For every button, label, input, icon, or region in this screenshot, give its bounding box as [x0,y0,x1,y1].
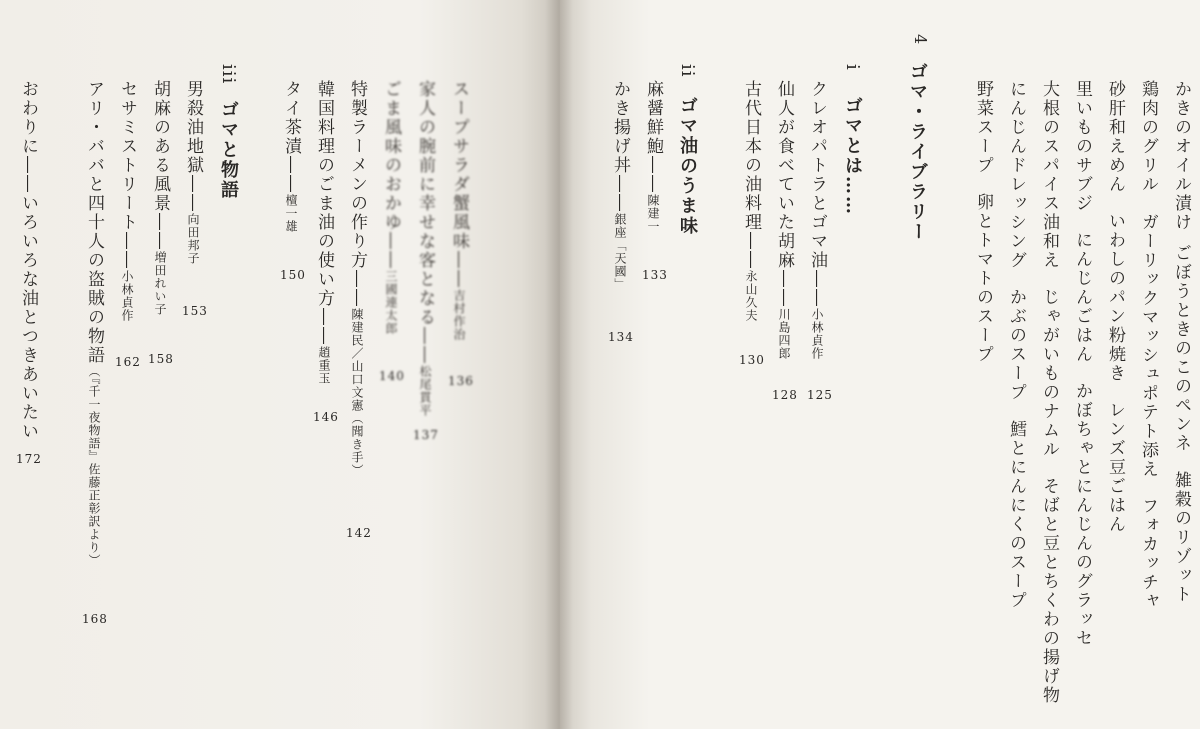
page-number-140: 140 [379,369,405,383]
page-number-134: 134 [608,330,634,344]
section-title-i: ゴマとは…… [842,96,863,216]
recipe-line-5: 大根のスパイス油和えじゃがいものナムルそばと豆とちくわの揚げ物 [1039,80,1059,705]
page-number-150: 150 [280,268,306,282]
recipe-line-7: 野菜スープ卵とトマトのスープ [973,80,993,364]
chapter-number: 4 [911,34,930,47]
toc-entry-ii-1: 麻醤鮮鮑――陳建一 [643,80,663,233]
toc-entry-closing: おわりに――いろいろな油とつきあいたい [18,80,38,441]
page-number-172: 172 [16,452,42,466]
recipe-line-6: にんじんドレッシングかぶのスープ鱈とにんにくのスープ [1006,80,1026,610]
book-gutter [545,0,573,729]
toc-entry-ii-2: かき揚げ丼――銀座「天國」 [610,80,630,291]
page-number-137: 137 [413,428,439,442]
page-number-146: 146 [313,410,339,424]
section-numeral-ii: ii [677,64,698,78]
toc-entry-ii-7: 韓国料理のごま油の使い方――趙重玉 [314,80,334,385]
section-numeral-i: i [842,64,863,71]
section-title-ii: ゴマ油のうま味 [677,96,698,236]
toc-entry-iii-1: 男殺油地獄――向田邦子 [183,80,203,265]
toc-entry-ii-6: 特製ラーメンの作り方――陳建民／山口文憲（聞き手） [347,80,367,477]
chapter-title: ゴマ・ライブラリー [907,62,928,242]
toc-entry-i-2: 仙人が食べていた胡麻――川島四郎 [774,80,794,360]
page-number-130: 130 [739,353,765,367]
toc-entry-ii-4: 家人の腕前に幸せな客となる――松尾貫平 [415,80,435,417]
page-number-136: 136 [448,374,474,388]
page-number-128: 128 [772,388,798,402]
page-number-133: 133 [642,268,668,282]
page-number-142: 142 [346,526,372,540]
recipe-line-2: 鶏肉のグリル ガーリックマッシュポテト添えフォカッチャ [1138,80,1158,611]
page-number-153: 153 [182,304,208,318]
toc-entry-ii-5: ごま風味のおかゆ――三國連太郎 [381,80,401,335]
page-number-168: 168 [82,612,108,626]
toc-entry-i-1: クレオパトラとゴマ油――小林貞作 [807,80,827,360]
page-number-125: 125 [807,388,833,402]
toc-entry-ii-8: タイ茶漬――檀一雄 [281,80,301,233]
page-number-162: 162 [115,355,141,369]
toc-entry-iii-2: 胡麻のある風景――増田れい子 [150,80,170,316]
recipe-line-1: かきのオイル漬けごぼうときのこのペンネ雑穀のリゾット [1171,80,1191,604]
toc-entry-iii-4: アリ・ババと四十人の盗賊の物語（『千一夜物語』佐藤正彰訳より） [84,80,104,567]
toc-entry-i-3: 古代日本の油料理――永山久夫 [741,80,761,322]
toc-entry-ii-3: スープサラダ蟹風味――吉村作治 [449,80,469,341]
toc-entry-iii-3: セサミストリート――小林貞作 [117,80,137,322]
section-numeral-iii: iii [218,64,239,85]
recipe-line-3: 砂肝和えめんいわしのパン粉焼きレンズ豆ごはん [1105,80,1125,534]
recipe-line-4: 里いものサブジにんじんごはんかぼちゃとにんじんのグラッセ [1072,80,1092,648]
section-title-iii: ゴマと物語 [218,100,239,200]
page-number-158: 158 [148,352,174,366]
